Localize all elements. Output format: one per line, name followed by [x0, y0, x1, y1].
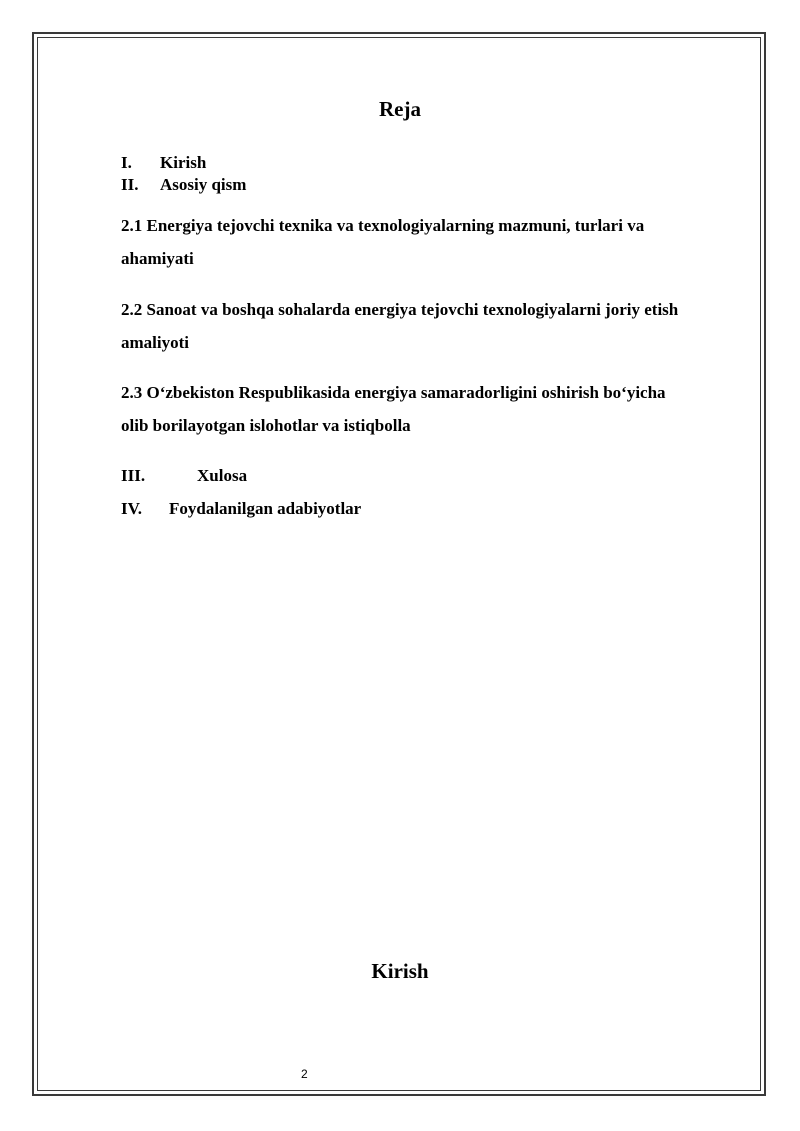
page-border-inner — [37, 37, 761, 1091]
subsection-2-3: 2.3 O‘zbekiston Respublikasida energiya samaradorligini oshirish bo‘yicha olib borilayotgan islohotlar va istiqbolla — [121, 383, 666, 435]
outline-item-introduction — [121, 152, 207, 174]
outline-item-number: II. — [121, 175, 139, 194]
subsection-2-2: 2.2 Sanoat va boshqa sohalarda energiya tejovchi texnologiyalarni joriy etish amaliyoti — [121, 300, 679, 352]
outline-item-number: IV. — [121, 499, 142, 518]
outline-item-number: III. — [121, 466, 146, 485]
section-title: Kirish — [371, 959, 429, 983]
outline-item-conclusion — [121, 465, 248, 487]
outline-item-main-part — [121, 174, 247, 196]
subsection-2-1: 2.1 Energiya tejovchi texnika va texnologiyalarning mazmuni, turlari va ahamiyati — [121, 216, 645, 268]
outline-item-label: Kirish — [160, 153, 207, 172]
page-number: 2 — [301, 1067, 308, 1081]
outline-item-label: Foydalanilgan adabiyotlar — [169, 499, 362, 518]
outline-item-number: I. — [121, 153, 132, 172]
outline-item-label: Asosiy qism — [160, 175, 247, 194]
plan-title: Reja — [379, 97, 421, 121]
outline-item-references — [121, 498, 362, 520]
outline-item-label: Xulosa — [197, 466, 248, 485]
